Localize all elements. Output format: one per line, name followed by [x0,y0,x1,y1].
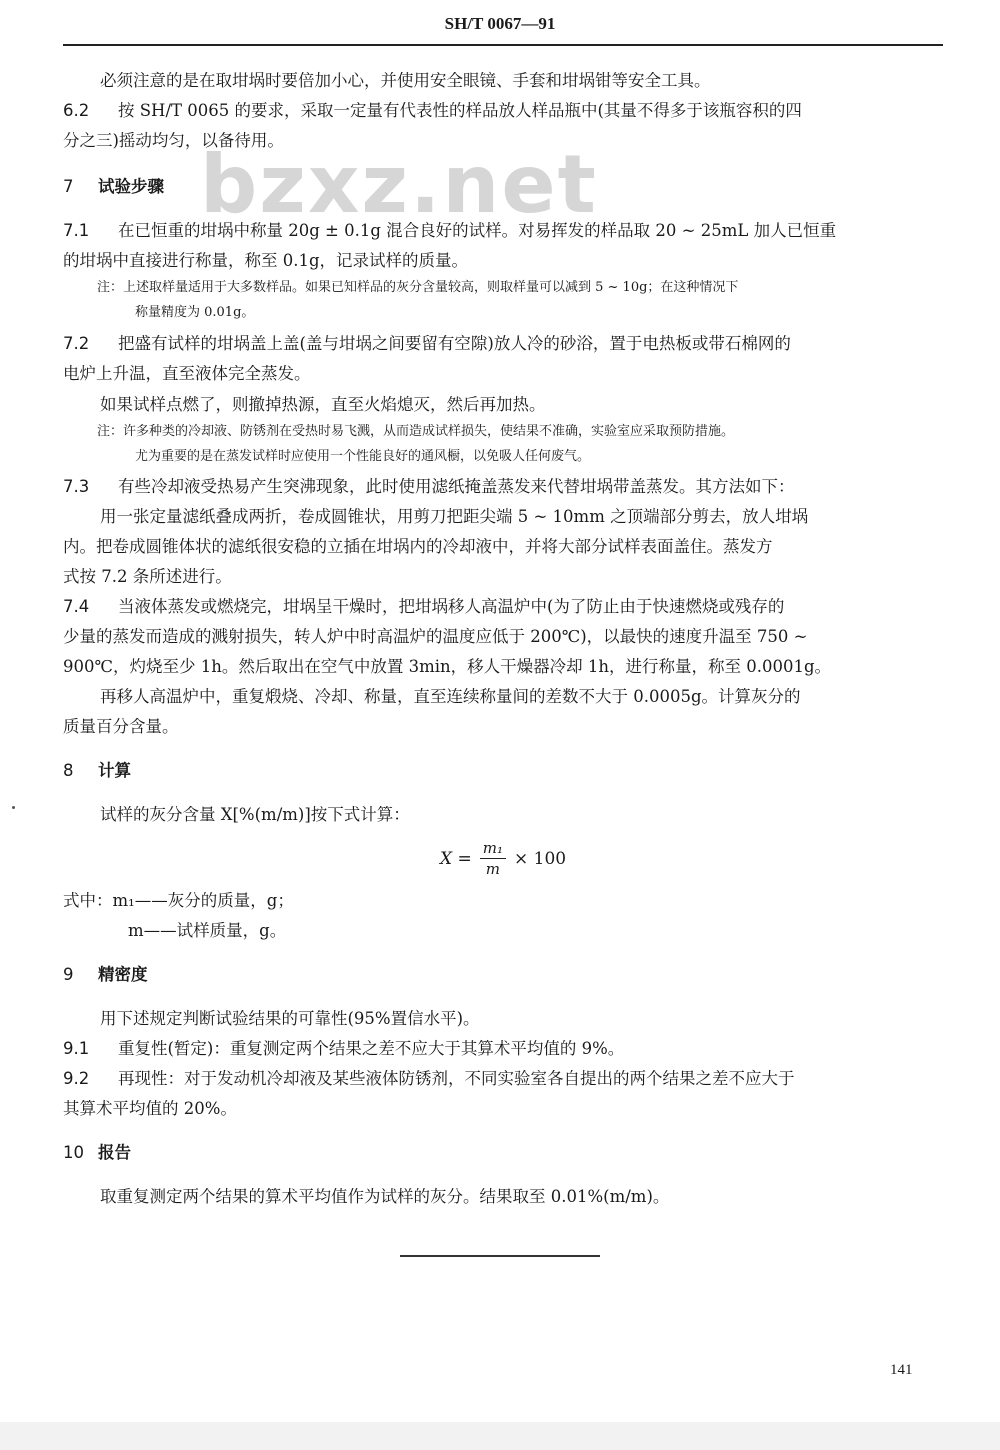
heading-7 [63,172,943,202]
heading-number: 8 [63,761,74,780]
paragraph-line: 取重复测定两个结果的算术平均值作为试样的灰分。结果取至 0.01%(m/m)。 [100,1187,670,1206]
formula-numerator: m₁ [480,838,506,859]
section-7-3 [63,472,943,502]
section-7-4 [63,592,943,622]
section-7-2 [63,329,943,359]
ash-formula [440,838,566,879]
paragraph-line: 当液体蒸发或燃烧完，坩埚呈干燥时，把坩埚移人高温炉中(为了防止由于快速燃烧或残存的 [118,597,785,616]
paragraph-line: 分之三)摇动均匀，以备待用。 [63,131,284,150]
paragraph-line: 试样的灰分含量 X[%(m/m)]按下式计算： [100,805,410,824]
heading-10 [63,1138,943,1168]
paragraph-line: 按 SH/T 0065 的要求，采取一定量有代表性的样品放人样品瓶中(其量不得多于该瓶容积的四 [118,101,802,120]
section-number: 7.1 [63,221,90,240]
heading-number: 7 [63,177,74,196]
formula-rhs: × 100 [514,848,567,869]
note-line: 称量精度为 0.01g。 [135,305,255,320]
end-rule [400,1255,600,1257]
heading-title: 报告 [98,1143,131,1162]
section-6-2 [63,96,943,126]
note-line: 尤为重要的是在蒸发试样时应使用一个性能良好的通风橱，以免吸人任何废气。 [135,449,591,464]
paragraph-line: 再移人高温炉中，重复煅烧、冷却、称量，直至连续称量间的差数不大于 0.0005g。计算灰分的 [100,687,801,706]
formula-fraction [480,838,506,879]
paragraph-line: 重复性(暂定)：重复测定两个结果之差不应大于其算术平均值的 9%。 [118,1039,625,1058]
section-9-2 [63,1064,943,1094]
formula-where-line: m——试样质量，g。 [128,921,287,940]
paragraph-line: 在已恒重的坩埚中称量 20g ± 0.1g 混合良好的试样。对易挥发的样品取 20 ~ 25mL 加人已恒重 [118,221,837,240]
paragraph-line: 其算术平均值的 20%。 [63,1099,237,1118]
section-number: 9.1 [63,1039,90,1058]
paragraph-line: 的坩埚中直接进行称量，称至 0.1g，记录试样的质量。 [63,251,469,270]
paragraph-line: 900℃，灼烧至少 1h。然后取出在空气中放置 3min，移人干燥器冷却 1h，进行称量，称至 0.0001g。 [63,657,832,676]
formula-where-line: 式中：m₁——灰分的质量，g； [63,891,294,910]
paragraph-line: 式按 7.2 条所述进行。 [63,567,232,586]
section-number: 9.2 [63,1069,90,1088]
section-number: 7.3 [63,477,90,496]
paragraph-line: 用一张定量滤纸叠成两折，卷成圆锥状，用剪刀把距尖端 5 ~ 10mm 之顶端部分剪去，放人坩埚 [100,507,809,526]
margin-dot [12,806,15,809]
paragraph-line: 把盛有试样的坩埚盖上盖(盖与坩埚之间要留有空隙)放人冷的砂浴，置于电热板或带石棉网的 [118,334,791,353]
section-7-1 [63,216,943,246]
heading-title: 计算 [98,761,131,780]
section-number: 6.2 [63,101,90,120]
section-9-1 [63,1034,943,1064]
heading-8 [63,756,943,786]
paragraph-line: 少量的蒸发而造成的溅射损失，转人炉中时高温炉的温度应低于 200℃)，以最快的速度升温至 750 ~ [63,627,808,646]
formula-lhs: X = [440,848,472,869]
paragraph-line: 再现性：对于发动机冷却液及某些液体防锈剂，不同实验室各自提出的两个结果之差不应大于 [118,1069,795,1088]
paragraph-line: 用下述规定判断试验结果的可靠性(95%置信水平)。 [100,1009,480,1028]
paragraph-line: 如果试样点燃了，则撤掉热源，直至火焰熄灭，然后再加热。 [100,395,546,414]
watermark: bzxz.net [200,138,598,231]
heading-title: 精密度 [98,965,148,984]
header-rule [63,44,943,46]
page-number: 141 [890,1362,913,1378]
paragraph-line: 质量百分含量。 [63,717,179,736]
heading-title: 试验步骤 [98,177,164,196]
formula-denominator: m [485,860,500,878]
note-line: 注：许多种类的冷却液、防锈剂在受热时易飞溅，从而造成试样损失，使结果不准确，实验室应采取预防措施。 [97,424,735,439]
note-line: 注：上述取样量适用于大多数样品。如果已知样品的灰分含量较高，则取样量可以减到 5 ~ 10g；在这种情况下 [97,280,739,295]
section-number: 7.4 [63,597,90,616]
page-header: SH/T 0067—91 [444,14,556,33]
bottom-strip [0,1422,1000,1450]
paragraph-line: 内。把卷成圆锥体状的滤纸很安稳的立插在坩埚内的冷却液中，并将大部分试样表面盖住。蒸发方 [63,537,773,556]
heading-number: 10 [63,1143,84,1162]
paragraph-line: 电炉上升温，直至液体完全蒸发。 [63,364,311,383]
heading-9 [63,960,943,990]
paragraph-line: 有些冷却液受热易产生突沸现象，此时使用滤纸掩盖蒸发来代替坩埚带盖蒸发。其方法如下： [118,477,795,496]
paragraph-line: 必须注意的是在取坩埚时要倍加小心，并使用安全眼镜、手套和坩埚钳等安全工具。 [100,71,711,90]
section-number: 7.2 [63,334,90,353]
heading-number: 9 [63,965,74,984]
